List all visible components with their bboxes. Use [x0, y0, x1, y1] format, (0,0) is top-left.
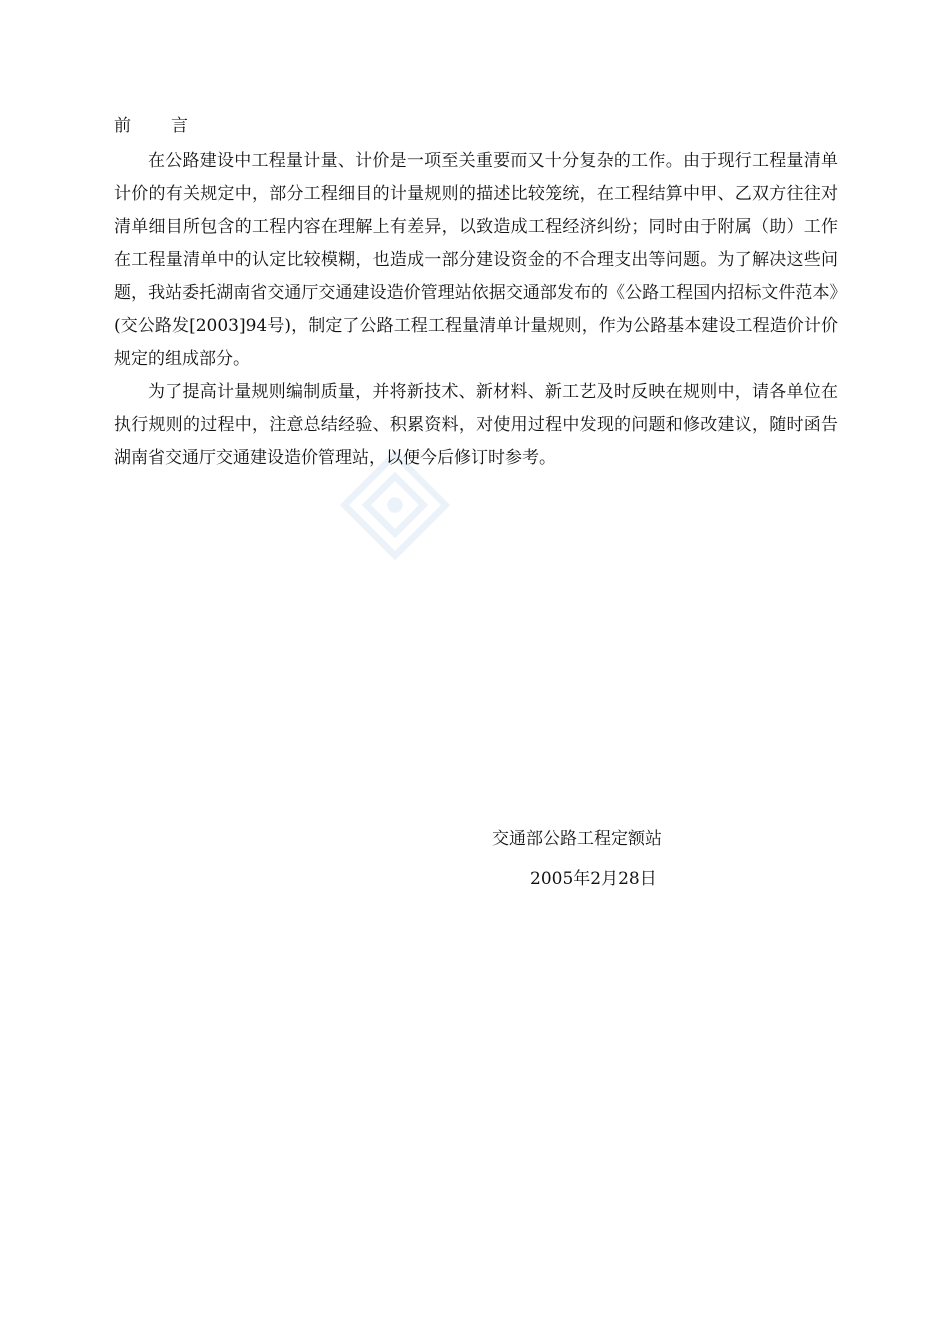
preface-body: [114, 145, 838, 475]
title-char-2: 言: [171, 116, 188, 136]
page-title: [114, 112, 188, 140]
title-char-1: 前: [114, 116, 131, 136]
signature: 交通部公路工程定额站: [492, 829, 662, 849]
paragraph-2: 为了提高计量规则编制质量，并将新技术、新材料、新工艺及时反映在规则中，请各单位在执行规则的过程中，注意总结经验、积累资料，对使用过程中发现的问题和修改建议，随时函告湖南省交通厅交通建设造价管理站，以便今后修订时参考。: [114, 382, 838, 468]
signature-date: 2005年2月28日: [530, 869, 657, 889]
paragraph-1: 在公路建设中工程量计量、计价是一项至关重要而又十分复杂的工作。由于现行工程量清单计价的有关规定中，部分工程细目的计量规则的描述比较笼统，在工程结算中甲、乙双方往往对清单细目所包含的工程内容在理解上有差异，以致造成工程经济纠纷；同时由于附属（助）工作在工程量清单中的认定比较模糊，也造成一部分建设资金的不合理支出等问题。为了解决这些问题，我站委托湖南省交通厅交通建设造价管理站依据交通部发布的《公路工程国内招标文件范本》(交公路发[2003]94号)，制定了公路工程工程量清单计量规则，作为公路基本建设工程造价计价规定的组成部分。: [114, 151, 838, 369]
